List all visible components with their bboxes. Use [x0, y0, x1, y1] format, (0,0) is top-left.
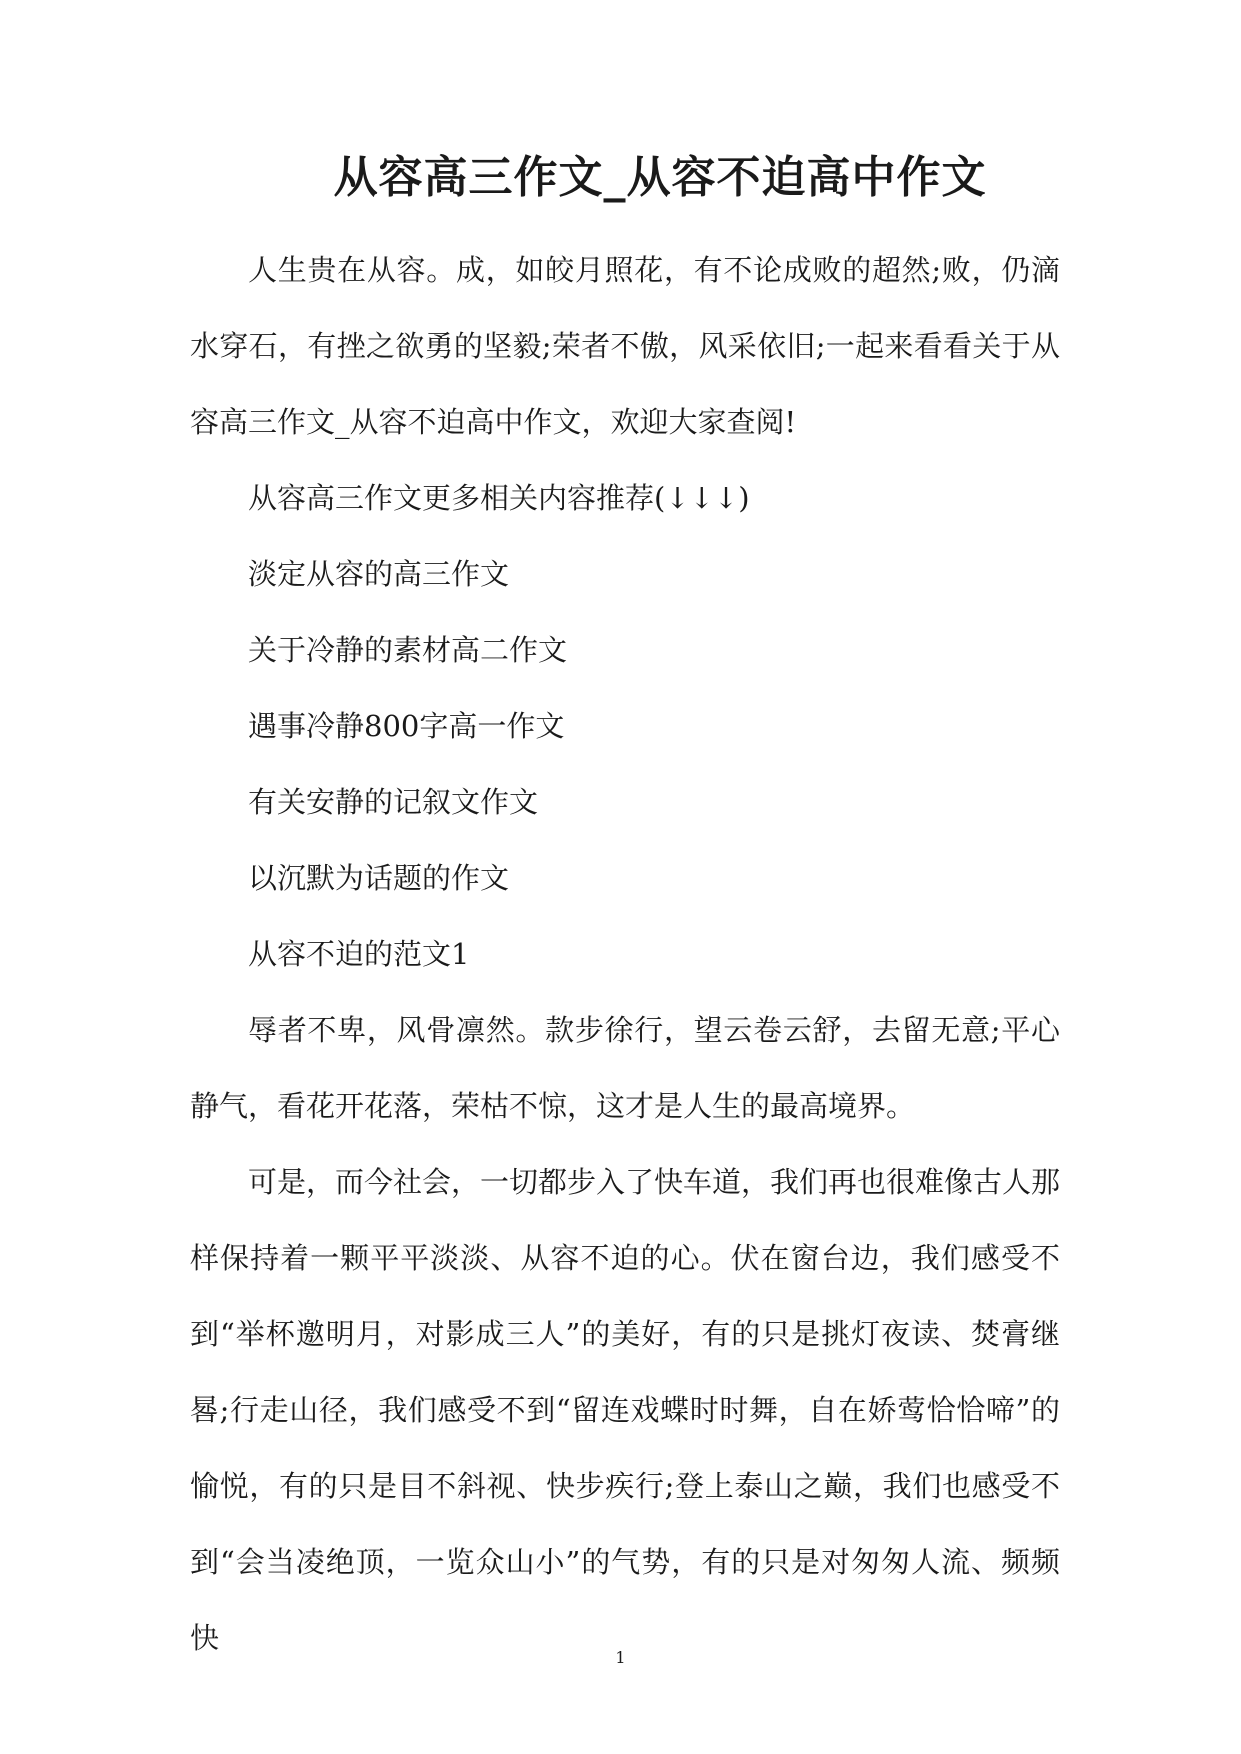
recommend-item: 以沉默为话题的作文 [248, 861, 510, 895]
paragraph-body: 可是，而今社会，一切都步入了快车道，我们再也很难像古人那样保持着一颗平平淡淡、从容不迫的心。伏在窗台边，我们感受不到“举杯邀明月，对影成三人”的美好，有的只是挑灯夜读、焚膏继晷;行走山径，我们感受不到“留连戏蝶时时舞，自在娇莺恰恰啼”的愉悦，有的只是目不斜视、快步疾行;登上泰山之巅，我们也感受不到“会当凌绝顶，一览众山小”的气势，有的只是对匆匆人流、频频快 [190, 1165, 1061, 1655]
paragraph-intro: 人生贵在从容。成，如皎月照花，有不论成败的超然;败，仍滴水穿石，有挫之欲勇的坚毅;荣者不傲，风采依旧;一起来看看关于从容高三作文_从容不迫高中作文，欢迎大家查阅! [190, 253, 1060, 439]
recommend-item: 淡定从容的高三作文 [248, 557, 510, 591]
document-body [190, 232, 1060, 1676]
paragraph-body: 辱者不卑，风骨凛然。款步徐行，望云卷云舒，去留无意;平心静气，看花开花落，荣枯不惊，这才是人生的最高境界。 [190, 1013, 1060, 1123]
paragraph-recommend-heading: 从容高三作文更多相关内容推荐(↓↓↓) [248, 481, 750, 515]
recommend-item: 有关安静的记叙文作文 [248, 785, 539, 819]
recommend-item: 关于冷静的素材高二作文 [248, 633, 568, 667]
recommend-item: 遇事冷静800字高一作文 [248, 709, 565, 743]
document-title: 从容高三作文_从容不迫高中作文 [333, 152, 987, 203]
page-number: 1 [615, 1648, 626, 1667]
section-heading: 从容不迫的范文1 [248, 937, 470, 971]
